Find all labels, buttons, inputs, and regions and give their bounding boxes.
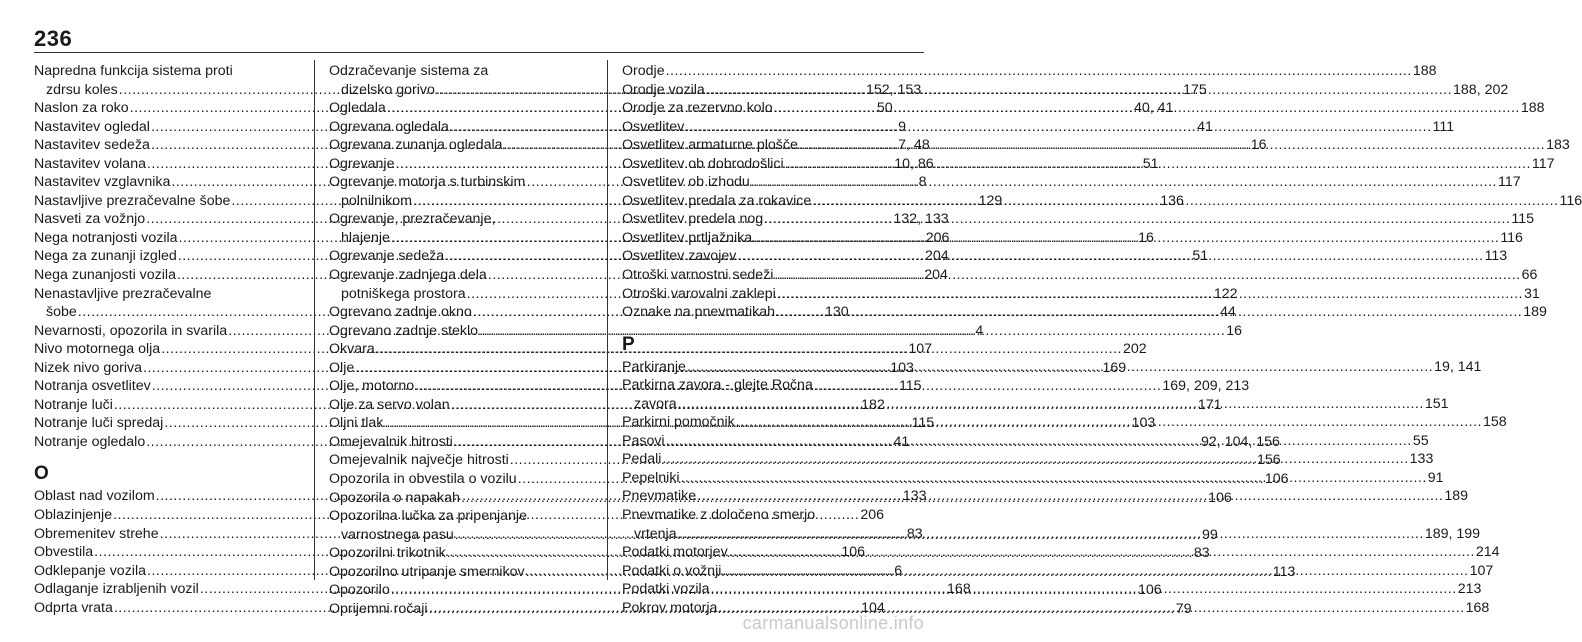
index-entry-term: Olje za servo volan — [329, 396, 450, 413]
dot-leader — [678, 525, 1424, 544]
index-entry-term: Notranje luči spredaj — [34, 415, 164, 432]
index-entry — [622, 173, 1521, 192]
index-entry-pages: 189 — [1523, 304, 1547, 321]
index-entry-pages: 99 — [1202, 526, 1218, 543]
index-entry-pages: 103 — [1131, 415, 1156, 432]
index-entry-term: Osvetlitev — [622, 118, 685, 135]
index-entry-term: Oblast nad vozilom — [34, 488, 155, 505]
dot-leader — [681, 469, 1427, 488]
index-entry-term: Ogrevanje zadnjega dela — [329, 267, 487, 284]
index-entry-term: Ogrevanje — [329, 155, 395, 172]
index-letter-heading: O — [34, 463, 49, 485]
index-entry-term: Osvetlitev predala za rokavice — [622, 192, 812, 209]
dot-leader — [774, 99, 1520, 118]
index-entry-pages: 106 — [1208, 489, 1232, 506]
index-entry-term: potniškega prostora — [341, 285, 466, 302]
index-entry-term: Nega notranjosti vozila — [34, 229, 178, 246]
index-entry-term: Nastavljive prezračevalne šobe — [34, 192, 231, 209]
index-entry-pages: 206 — [860, 507, 884, 524]
index-entry-pages: 51 — [1142, 155, 1159, 172]
index-entry-pages: 171 — [1197, 396, 1222, 413]
watermark: carmanualsonline.info — [742, 613, 924, 633]
index-entry-term: Parkirna zavora - glejte Ročna — [622, 377, 813, 394]
index-entry-term: Odprta vrata — [34, 599, 113, 616]
index-entry-pages: 6 — [894, 562, 903, 579]
index-entry-term: Ogledala — [329, 100, 386, 117]
dot-leader — [666, 62, 1412, 81]
index-entry-term: Naslon za roko — [34, 100, 129, 117]
index-entry-pages: 10, 86 — [894, 155, 934, 172]
index-entry-term: Nivo motornega olja — [34, 341, 161, 358]
index-entry-pages: 44 — [1219, 304, 1236, 321]
index-entry-pages: 113 — [1272, 563, 1296, 580]
index-entry-term: Nastavitev sedeža — [34, 137, 150, 154]
dot-leader — [662, 450, 1408, 469]
index-entry-term: Otroški varovalni zaklepi — [622, 285, 776, 302]
index-entry-pages: 66 — [1521, 267, 1538, 284]
dot-leader — [774, 266, 1520, 285]
dot-leader — [678, 395, 1424, 414]
index-entry-term: Nastavitev vzglavnika — [34, 174, 171, 191]
index-entry-term: Opozorilna lučka za pripenjanje — [329, 508, 527, 525]
column-divider-1 — [314, 60, 315, 580]
index-entry-pages: 136 — [1160, 192, 1184, 209]
index-entry-pages: 41 — [1197, 118, 1213, 135]
index-entry-term: Osvetlitev prtljažnika — [622, 229, 753, 246]
index-entry-pages: 168 — [1465, 599, 1490, 616]
dot-leader — [697, 487, 1443, 506]
index-entry-pages: 129 — [978, 192, 1003, 209]
index-entry-term: zavora — [634, 395, 677, 412]
dot-leader — [751, 173, 1497, 192]
index-entry-term: Nizek nivo goriva — [34, 359, 143, 376]
index-entry-term: Ogrevano zadnje steklo — [329, 322, 479, 339]
index-entry-pages: 9 — [898, 118, 907, 135]
index-entry-term: Obvestila — [34, 544, 94, 561]
index-entry-pages: 132, 133 — [893, 211, 949, 228]
index-entry-pages: 8 — [918, 174, 927, 191]
index-entry-term: Nenastavljive prezračevalne — [34, 285, 212, 302]
index-entry-term: Otroški varnostni sedeži — [622, 267, 774, 284]
index-entry-term: Orodje za rezervno kolo — [622, 100, 773, 117]
index-entry-pages: 111 — [1432, 118, 1455, 135]
index-entry — [329, 322, 1243, 341]
index-entry-pages: 183 — [1546, 137, 1570, 154]
dot-leader — [685, 118, 1431, 137]
header-rule — [34, 52, 924, 53]
index-entry-term: Pedali — [622, 451, 662, 468]
index-entry-term: Notranje ogledalo — [34, 433, 146, 450]
index-entry-pages: 152, 153 — [865, 81, 922, 98]
index-entry-pages: 117 — [1497, 174, 1521, 191]
index-entry-term: Odlaganje izrabljenih vozil — [34, 581, 199, 598]
index-entry-pages: 133 — [902, 488, 927, 505]
index-entry-pages: 156 — [1257, 452, 1281, 469]
index-entry-pages: 16 — [1226, 322, 1243, 339]
index-entry-pages: 92, 104, 156 — [1201, 433, 1280, 450]
index-entry-pages: 117 — [1531, 155, 1555, 172]
index-entry-term: hlajenje — [341, 229, 390, 246]
index-entry-term: zdrsu koles — [46, 81, 118, 98]
index-entry-pages: 213 — [1457, 581, 1482, 598]
index-entry-term: Nega za zunanji izgled — [34, 248, 177, 265]
index-entry-pages: 4 — [975, 322, 984, 339]
index-entry-term: Omejevalnik največje hitrosti — [329, 452, 509, 469]
dot-leader — [706, 81, 1452, 100]
index-entry-pages: 151 — [1424, 395, 1449, 412]
index-entry-term: Omejevalnik hitrosti — [329, 433, 453, 450]
index-entry-term: Ogrevanje motorja s turbinskim — [329, 174, 526, 191]
dot-leader — [776, 303, 1522, 322]
index-entry-pages: 51 — [1192, 248, 1209, 265]
index-entry-pages: 189, 199 — [1424, 525, 1481, 542]
index-entry-pages: 91 — [1427, 469, 1444, 486]
index-entry-pages: 104 — [861, 599, 885, 616]
index-entry-term: Podatki o vožnji — [622, 562, 722, 579]
dot-leader — [777, 285, 1523, 304]
index-entry-term: Orodje vozila — [622, 81, 705, 98]
index-entry-pages: 83 — [1193, 545, 1210, 562]
index-entry-pages: 168 — [947, 581, 971, 598]
index-entry-pages: 106 — [1264, 471, 1289, 488]
dot-leader — [737, 247, 1483, 266]
index-entry-term: Pnevmatike — [622, 488, 697, 505]
index-entry-term: Odzračevanje sistema za — [329, 63, 489, 79]
index-entry-term: Ogrevana ogledala — [329, 118, 449, 135]
dot-leader — [753, 229, 1499, 248]
index-entry-pages: 107 — [908, 341, 933, 358]
index-entry-pages: 16 — [1138, 229, 1154, 246]
index-entry-term: Osvetlitev armaturne plošče — [622, 137, 798, 154]
index-entry-term: Nasveti za vožnjo — [34, 211, 146, 228]
dot-leader — [764, 210, 1510, 229]
index-entry-term: Nega zunanjosti vozila — [34, 267, 176, 284]
index-entry-term: Osvetlitev predela nog — [622, 211, 764, 228]
index-entry-term: Napredna funkcija sistema proti — [34, 63, 233, 79]
index-entry-pages: 182 — [861, 396, 885, 413]
index-entry-term: Notranje luči — [34, 396, 113, 413]
index-entry-pages: 79 — [1175, 600, 1192, 617]
index-entry-term: Pokrov motorja — [622, 599, 718, 616]
index-entry-pages: 31 — [1523, 285, 1540, 302]
index-entry-pages: 115 — [911, 415, 935, 432]
index-entry-pages: 103 — [890, 359, 914, 376]
index-entry-term: Pasovi — [622, 432, 665, 449]
index-entry-term: Ogrevana zunanja ogledala — [329, 137, 503, 154]
index-entry-term: Parkiranje — [622, 358, 686, 375]
index-entry-pages: 40, 41 — [1134, 100, 1174, 117]
index-entry-pages: 19, 141 — [1434, 358, 1482, 375]
index-entry-term: Oljni tlak — [329, 415, 384, 432]
index-entry — [622, 62, 1437, 81]
index-entry-term: Opozorilni trikotnik — [329, 545, 446, 562]
index-entry-term: vrtenja — [634, 525, 677, 542]
index-entry-term: Oblazinjenje — [34, 507, 113, 524]
index-entry-pages: 204 — [924, 248, 949, 265]
index-entry-pages: 214 — [1475, 544, 1500, 561]
index-entry-term: polnilnikom — [341, 192, 412, 209]
index-entry-pages: 106 — [1137, 582, 1162, 599]
column-divider-2 — [607, 60, 608, 580]
dot-leader — [729, 543, 1475, 562]
index-entry-term: šobe — [46, 304, 77, 321]
index-entry-term: dizelsko gorivo — [341, 81, 435, 98]
index-entry-term: Ogrevano zadnje okno — [329, 304, 472, 321]
index-entry-pages: 169, 209, 213 — [1162, 378, 1250, 395]
dot-leader — [799, 136, 1545, 155]
index-entry-pages: 115 — [1511, 211, 1535, 228]
index-entry-pages: 188, 202 — [1453, 81, 1509, 98]
index-entry-term: Odklepanje vozila — [34, 562, 146, 579]
dot-leader — [722, 562, 1468, 581]
index-entry-term: Nastavitev volana — [34, 155, 146, 172]
index-entry-term: Ogrevanje, prezračevanje, — [329, 211, 496, 228]
index-entry-term: Notranja osvetlitev — [34, 378, 151, 395]
index-entry-term: Pnevmatike z določeno smerjo — [622, 507, 816, 524]
index-entry-term: varnostnega pasu — [341, 526, 454, 543]
index-entry-term: Opozorila o napakah — [329, 489, 460, 506]
dot-leader — [666, 432, 1412, 451]
index-entry-pages: 175 — [1183, 81, 1207, 98]
dot-leader — [736, 413, 1482, 432]
index-entry-pages: 41 — [893, 433, 910, 450]
index-entry-pages: 202 — [1122, 341, 1147, 358]
index-entry-term: Podatki vozila — [622, 581, 710, 598]
index-entry-term: Podatki motorjev — [622, 544, 728, 561]
index-entry-term: Osvetlitev zavojev — [622, 248, 737, 265]
index-entry-term: Olje, motorno — [329, 378, 415, 395]
index-entry-pages: 16 — [1250, 137, 1267, 154]
index-entry-pages: 83 — [906, 525, 923, 542]
index-entry-pages: 189 — [1444, 488, 1469, 505]
index-entry-pages: 113 — [1484, 248, 1508, 265]
index-entry-term: Osvetlitev ob dobrodošlici — [622, 155, 784, 172]
index-entry-term: Obremenitev strehe — [34, 525, 159, 542]
dot-leader — [785, 155, 1531, 174]
index-entry-term: Okvara — [329, 341, 375, 358]
index-entry-pages: 116 — [1559, 192, 1582, 209]
dot-leader — [711, 580, 1457, 599]
index-entry-term: Parkirni pomočnik — [622, 414, 735, 431]
page-number: 236 — [34, 26, 73, 51]
index-letter-heading: P — [622, 333, 635, 355]
index-entry-pages: 106 — [841, 544, 866, 561]
index-entry-term: Opozorila in obvestila o vozilu — [329, 471, 517, 488]
index-entry-term: Ogrevanje sedeža — [329, 248, 445, 265]
index-entry-pages: 169 — [1102, 359, 1127, 376]
index-entry-term: Opozorilno utripanje smernikov — [329, 563, 525, 580]
index-entry-term: Osvetlitev ob izhodu — [622, 174, 750, 191]
index-entry-pages: 188 — [1520, 100, 1545, 117]
index-entry-pages: 204 — [924, 267, 948, 284]
index-entry-term: Oznake na pnevmatikah — [622, 304, 776, 321]
index-entry-pages: 50 — [876, 100, 893, 117]
index-entry-pages: 188 — [1412, 63, 1437, 79]
index-entry-term: Pepelniki — [622, 469, 680, 486]
index-entry-pages: 158 — [1482, 414, 1507, 431]
dot-leader — [687, 358, 1433, 377]
index-entry-term: Orodje — [622, 63, 665, 79]
index-entry-term: Opozorilo — [329, 582, 390, 599]
index-entry-pages: 130 — [824, 304, 849, 321]
index-entry-term: Olje — [329, 359, 355, 376]
index-entry-pages: 7, 48 — [898, 137, 930, 154]
dot-leader — [812, 192, 1558, 211]
index-entry-pages: 55 — [1412, 432, 1429, 449]
index-entry-term: Oprijemni ročaji — [329, 600, 428, 617]
index-entry-pages: 206 — [925, 229, 950, 246]
index-entry-pages: 115 — [898, 378, 922, 395]
index-entry-pages: 116 — [1500, 229, 1523, 246]
index-entry-pages: 122 — [1213, 285, 1238, 302]
index-entry-term: Nevarnosti, opozorila in svarila — [34, 322, 228, 339]
index-entry-term: Nastavitev ogledal — [34, 118, 150, 135]
index-entry-pages: 133 — [1409, 451, 1434, 468]
index-entry-pages: 107 — [1469, 562, 1494, 579]
